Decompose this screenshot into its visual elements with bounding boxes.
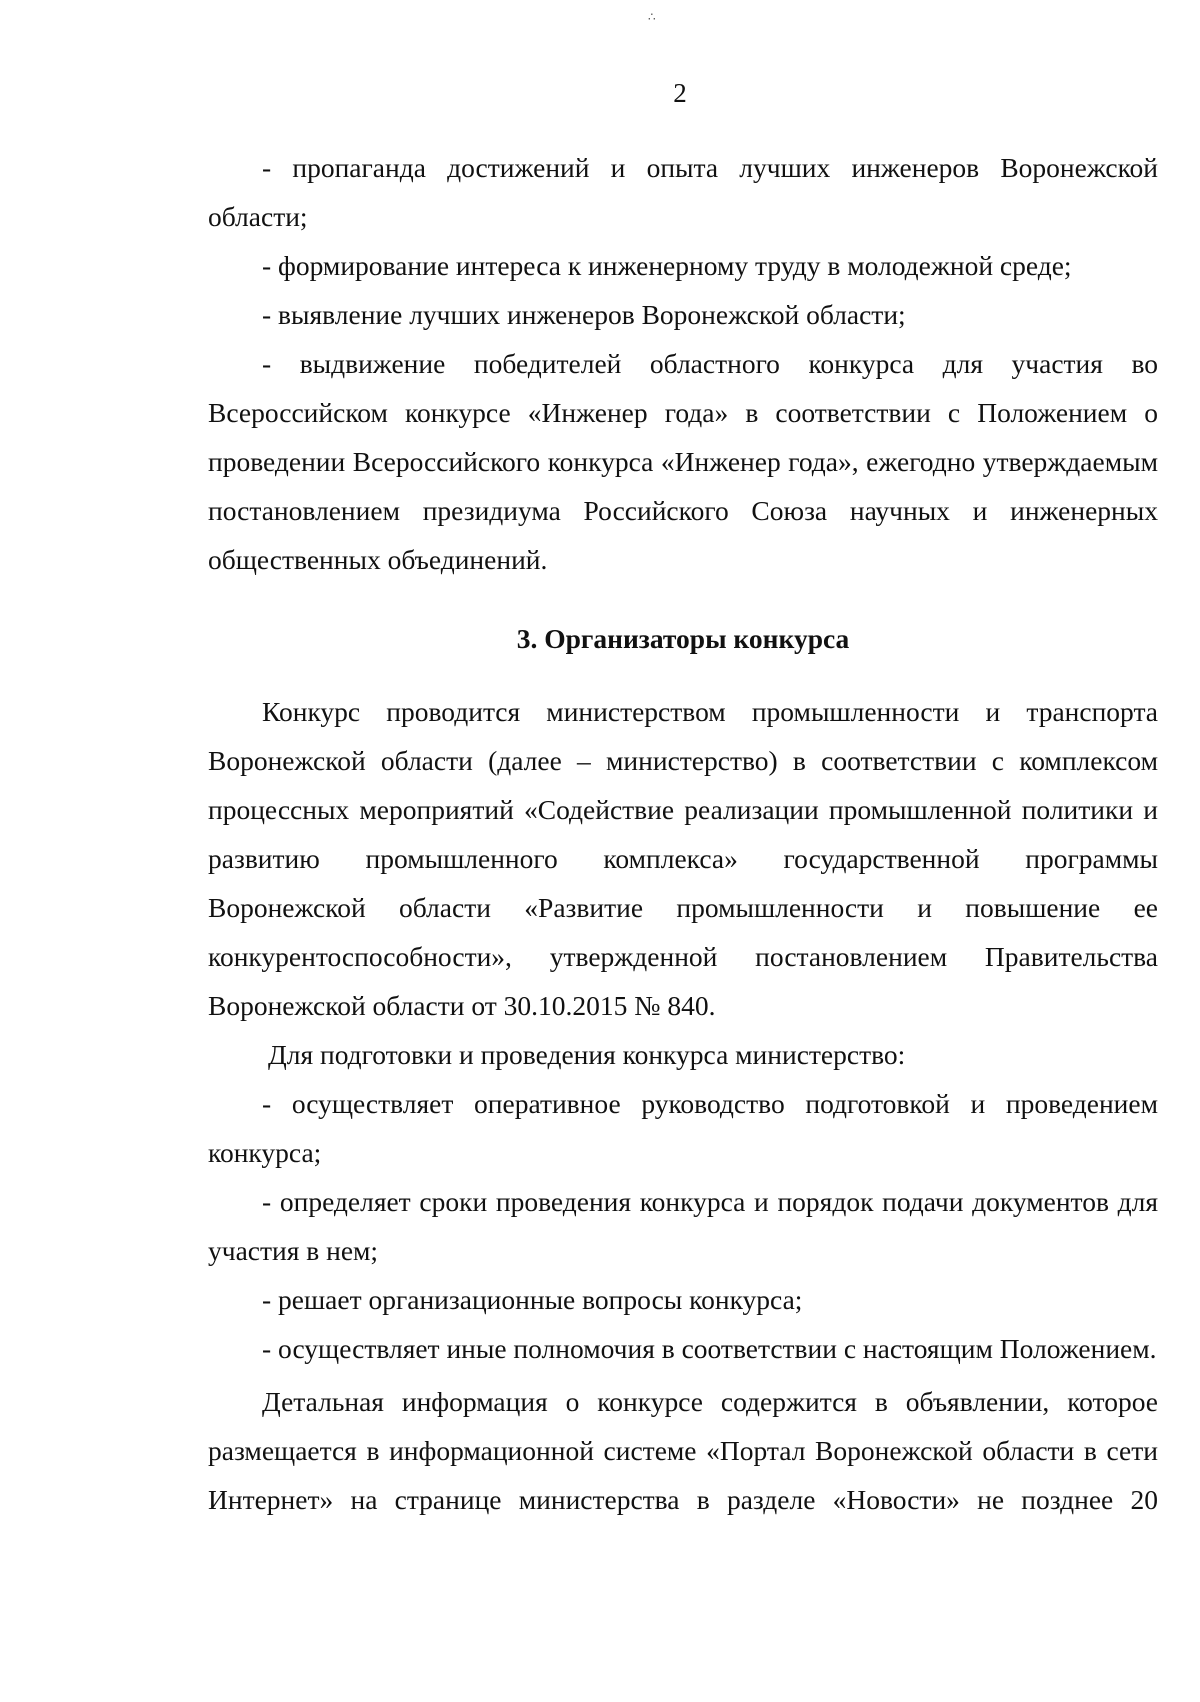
list-item: - осуществляет оперативное руководство подготовкой и проведением конкурса; [208, 1088, 1158, 1168]
section-paragraph: Конкурс проводится министерством промышленности и транспорта Воронежской области (далее – министерство) в соответствии с комплексом процессных мероприятий «Содействие реализации промышленной политики и развитию промышленного комплекса» государственной программы Воронежской области «Развитие промышленности и повышение ее конкурентоспособности», утвержденной постановлением Правительства Воронежской области от 30.10.2015 № 840. [208, 696, 1158, 1021]
list-item: - решает организационные вопросы конкурса; [262, 1284, 803, 1315]
list-item: - пропаганда достижений и опыта лучших инженеров Воронежской области; [208, 152, 1158, 232]
section-paragraph: Детальная информация о конкурсе содержится в объявлении, которое размещается в информационной системе «Портал Воронежской области в сети Интернет» на странице министерства в разделе «Новости» не позднее 20 [208, 1386, 1158, 1515]
list-item: - выявление лучших инженеров Воронежской области; [262, 299, 906, 330]
scan-mark: ∴ [648, 10, 656, 24]
list-item: - формирование интереса к инженерному труду в молодежной среде; [262, 250, 1072, 281]
list-lead: Для подготовки и проведения конкурса министерство: [268, 1039, 906, 1070]
page-number: 2 [673, 78, 687, 108]
list-item: - выдвижение победителей областного конкурса для участия во Всероссийском конкурсе «Инженер года» в соответствии с Положением о проведении Всероссийского конкурса «Инженер года», ежегодно утверждаемым постановлением президиума Российского Союза научных и инженерных общественных объединений. [208, 348, 1158, 575]
section-heading: 3. Организаторы конкурса [516, 623, 850, 654]
list-item: - осуществляет иные полномочия в соответствии с настоящим Положением. [262, 1333, 1157, 1364]
document-body [208, 143, 1158, 1524]
list-item: - определяет сроки проведения конкурса и порядок подачи документов для участия в нем; [208, 1186, 1158, 1266]
